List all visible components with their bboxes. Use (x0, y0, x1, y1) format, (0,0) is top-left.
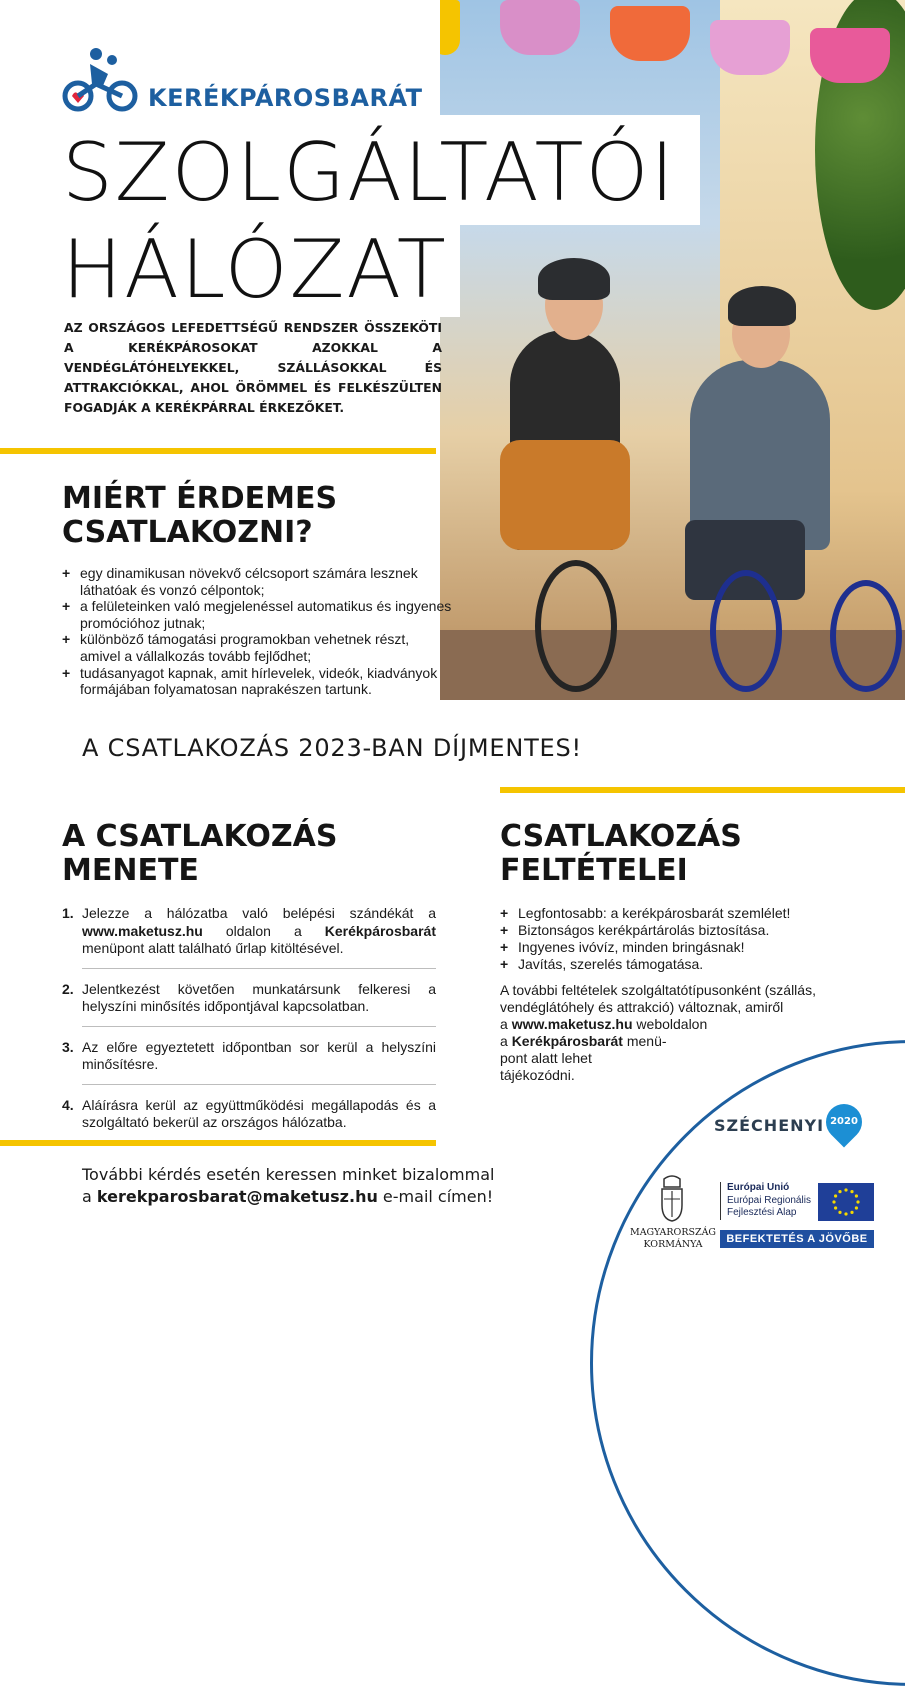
why-heading-line1: MIÉRT ÉRDEMES (62, 481, 338, 516)
contact-text (82, 1164, 494, 1208)
contact-line: További kérdés esetén keressen minket bizalommal (82, 1165, 495, 1184)
list-item: + különböző támogatási programokban vehetnek részt, amivel a vállalkozás tovább fejlődhet; (62, 631, 452, 664)
bike-wheel (830, 580, 902, 692)
process-step (62, 981, 436, 1016)
decorative-arc (590, 1040, 905, 1686)
eu-line: Európai Regionális (727, 1194, 811, 1206)
lantern (810, 28, 890, 83)
step-number: 1. (62, 905, 74, 921)
process-step (62, 1097, 436, 1132)
contact-text: a (82, 1187, 97, 1206)
list-item: + Legfontosabb: a kerékpárosbarát szemlélet! (500, 905, 830, 922)
helmet (538, 258, 610, 300)
hero-photo (440, 0, 905, 700)
step-divider (82, 1084, 436, 1085)
process-heading-line2: MENETE (62, 853, 199, 888)
eu-flag-icon (818, 1183, 874, 1221)
list-item: + Ingyenes ivóvíz, minden bringásnak! (500, 939, 830, 956)
note-line: tájékozódni. (500, 1067, 575, 1083)
conditions-heading-line1: CSATLAKOZÁS (500, 819, 742, 854)
lantern (500, 0, 580, 55)
kerekparosbarat-logo-icon (62, 46, 142, 116)
step-divider (82, 1026, 436, 1027)
process-steps (62, 905, 436, 1132)
list-item: + egy dinamikusan növekvő célcsoport számára lesznek láthatóak és vonzó célpontok; (62, 565, 452, 598)
benefits-list (62, 565, 452, 698)
step-text: Aláírásra kerül az együttműködési megállapodás és a szolgáltató bekerül az országos hálózatba. (82, 1096, 436, 1130)
list-item: + tudásanyagot kapnak, amit hírlevelek, videók, kiadványok formájában folyamatosan naprakészen tartunk. (62, 665, 452, 698)
helmet (728, 286, 796, 326)
why-heading-line2: CSATLAKOZNI? (62, 515, 313, 550)
gov-line: KORMÁNYA (643, 1239, 703, 1250)
step-number: 4. (62, 1096, 74, 1113)
cyclist-jacket (500, 440, 630, 550)
intro-text: AZ ORSZÁGOS LEFEDETTSÉGŰ RENDSZER ÖSSZEKÖTI A KERÉKPÁROSOKAT AZOKKAL A VENDÉGLÁTÓHELYEKKEL, SZÁLLÁSOKKAL ÉS ATTRAKCIÓKKAL, AHOL ÖRÖMMEL ÉS FELKÉSZÜLTEN FOGADJÁK A KERÉKPÁRRAL ÉRKEZŐKET. (64, 320, 442, 415)
process-step (62, 1039, 436, 1074)
szechenyi-year: 2020 (830, 1116, 858, 1127)
title-box (40, 115, 700, 225)
step-text: menüpont alatt található űrlap kitöltésével. (82, 940, 344, 956)
szechenyi-logo: SZÉCHENYI (714, 1116, 825, 1135)
note-text: a (500, 1033, 512, 1049)
conditions-heading-line2: FELTÉTELEI (500, 853, 688, 888)
step-number: 2. (62, 980, 74, 997)
email-link[interactable]: kerekparosbarat@maketusz.hu (96, 1187, 378, 1206)
list-item: + a felületeinken való megjelenéssel automatikus és ingyenes promócióhoz jutnak; (62, 598, 452, 631)
conditions-list (500, 905, 830, 973)
note-text: weboldalon (632, 1016, 708, 1032)
lantern (440, 0, 460, 55)
note-text: menü- (622, 1033, 667, 1049)
brand-name: KERÉKPÁROSBARÁT (148, 84, 423, 112)
government-logo-text (628, 1227, 718, 1251)
free-banner: A CSATLAKOZÁS 2023-BAN DÍJMENTES! (82, 734, 582, 762)
note-text: a (500, 1016, 512, 1032)
note-line: A további feltételek szolgáltatótípusonként (szállás, (500, 982, 816, 998)
eu-line: Európai Unió (727, 1182, 790, 1193)
conditions-note (500, 982, 816, 1084)
title-box (40, 222, 460, 317)
eu-line: Fejlesztési Alap (727, 1207, 797, 1218)
step-text: oldalon a (202, 922, 325, 939)
note-line: pont alatt lehet (500, 1050, 592, 1066)
invest-banner: BEFEKTETÉS A JÖVŐBE (720, 1230, 874, 1248)
website-link[interactable]: www.maketusz.hu (82, 922, 203, 939)
lantern (610, 6, 690, 61)
yellow-divider (0, 448, 436, 454)
step-text: Jelentkezést követően munkatársunk felkeresi a helyszíni minősítés időpontjával kapcsolatban. (82, 980, 436, 1014)
lantern (710, 20, 790, 75)
process-heading (62, 820, 338, 888)
yellow-divider (0, 1140, 436, 1146)
step-text: Az előre egyeztetett időpontban sor kerül a helyszíni minősítésre. (82, 1038, 436, 1072)
website-link[interactable]: www.maketusz.hu (511, 1016, 633, 1032)
note-line (500, 1016, 816, 1033)
note-line: vendéglátóhely és attrakció) változnak, amiről (500, 999, 784, 1015)
conditions-heading (500, 820, 742, 888)
list-item: + Biztonságos kerékpártárolás biztosítása. (500, 922, 830, 939)
step-divider (82, 968, 436, 969)
note-line (500, 1033, 816, 1050)
brand-ref: Kerékpárosbarát (511, 1033, 623, 1049)
step-number: 3. (62, 1038, 74, 1055)
bike-wheel (710, 570, 782, 692)
hungarian-crest-icon (658, 1175, 686, 1223)
process-heading-line1: A CSATLAKOZÁS (62, 819, 338, 854)
contact-text: e-mail címen! (377, 1187, 494, 1206)
gov-line: MAGYARORSZÁG (629, 1227, 717, 1238)
brand-ref: Kerékpárosbarát (324, 922, 436, 939)
yellow-divider (500, 787, 905, 793)
eu-logo-text (720, 1182, 827, 1220)
page-title-line2: HÁLÓZAT (62, 223, 448, 316)
bike-wheel (535, 560, 617, 692)
why-heading (62, 482, 337, 550)
process-step (62, 905, 436, 958)
list-item: + Javítás, szerelés támogatása. (500, 956, 830, 973)
step-text: Jelezze a hálózatba való belépési szándékát a (82, 905, 436, 921)
contact-line (82, 1186, 494, 1208)
page-title-line1: SZOLGÁLTATÓI (62, 126, 676, 219)
